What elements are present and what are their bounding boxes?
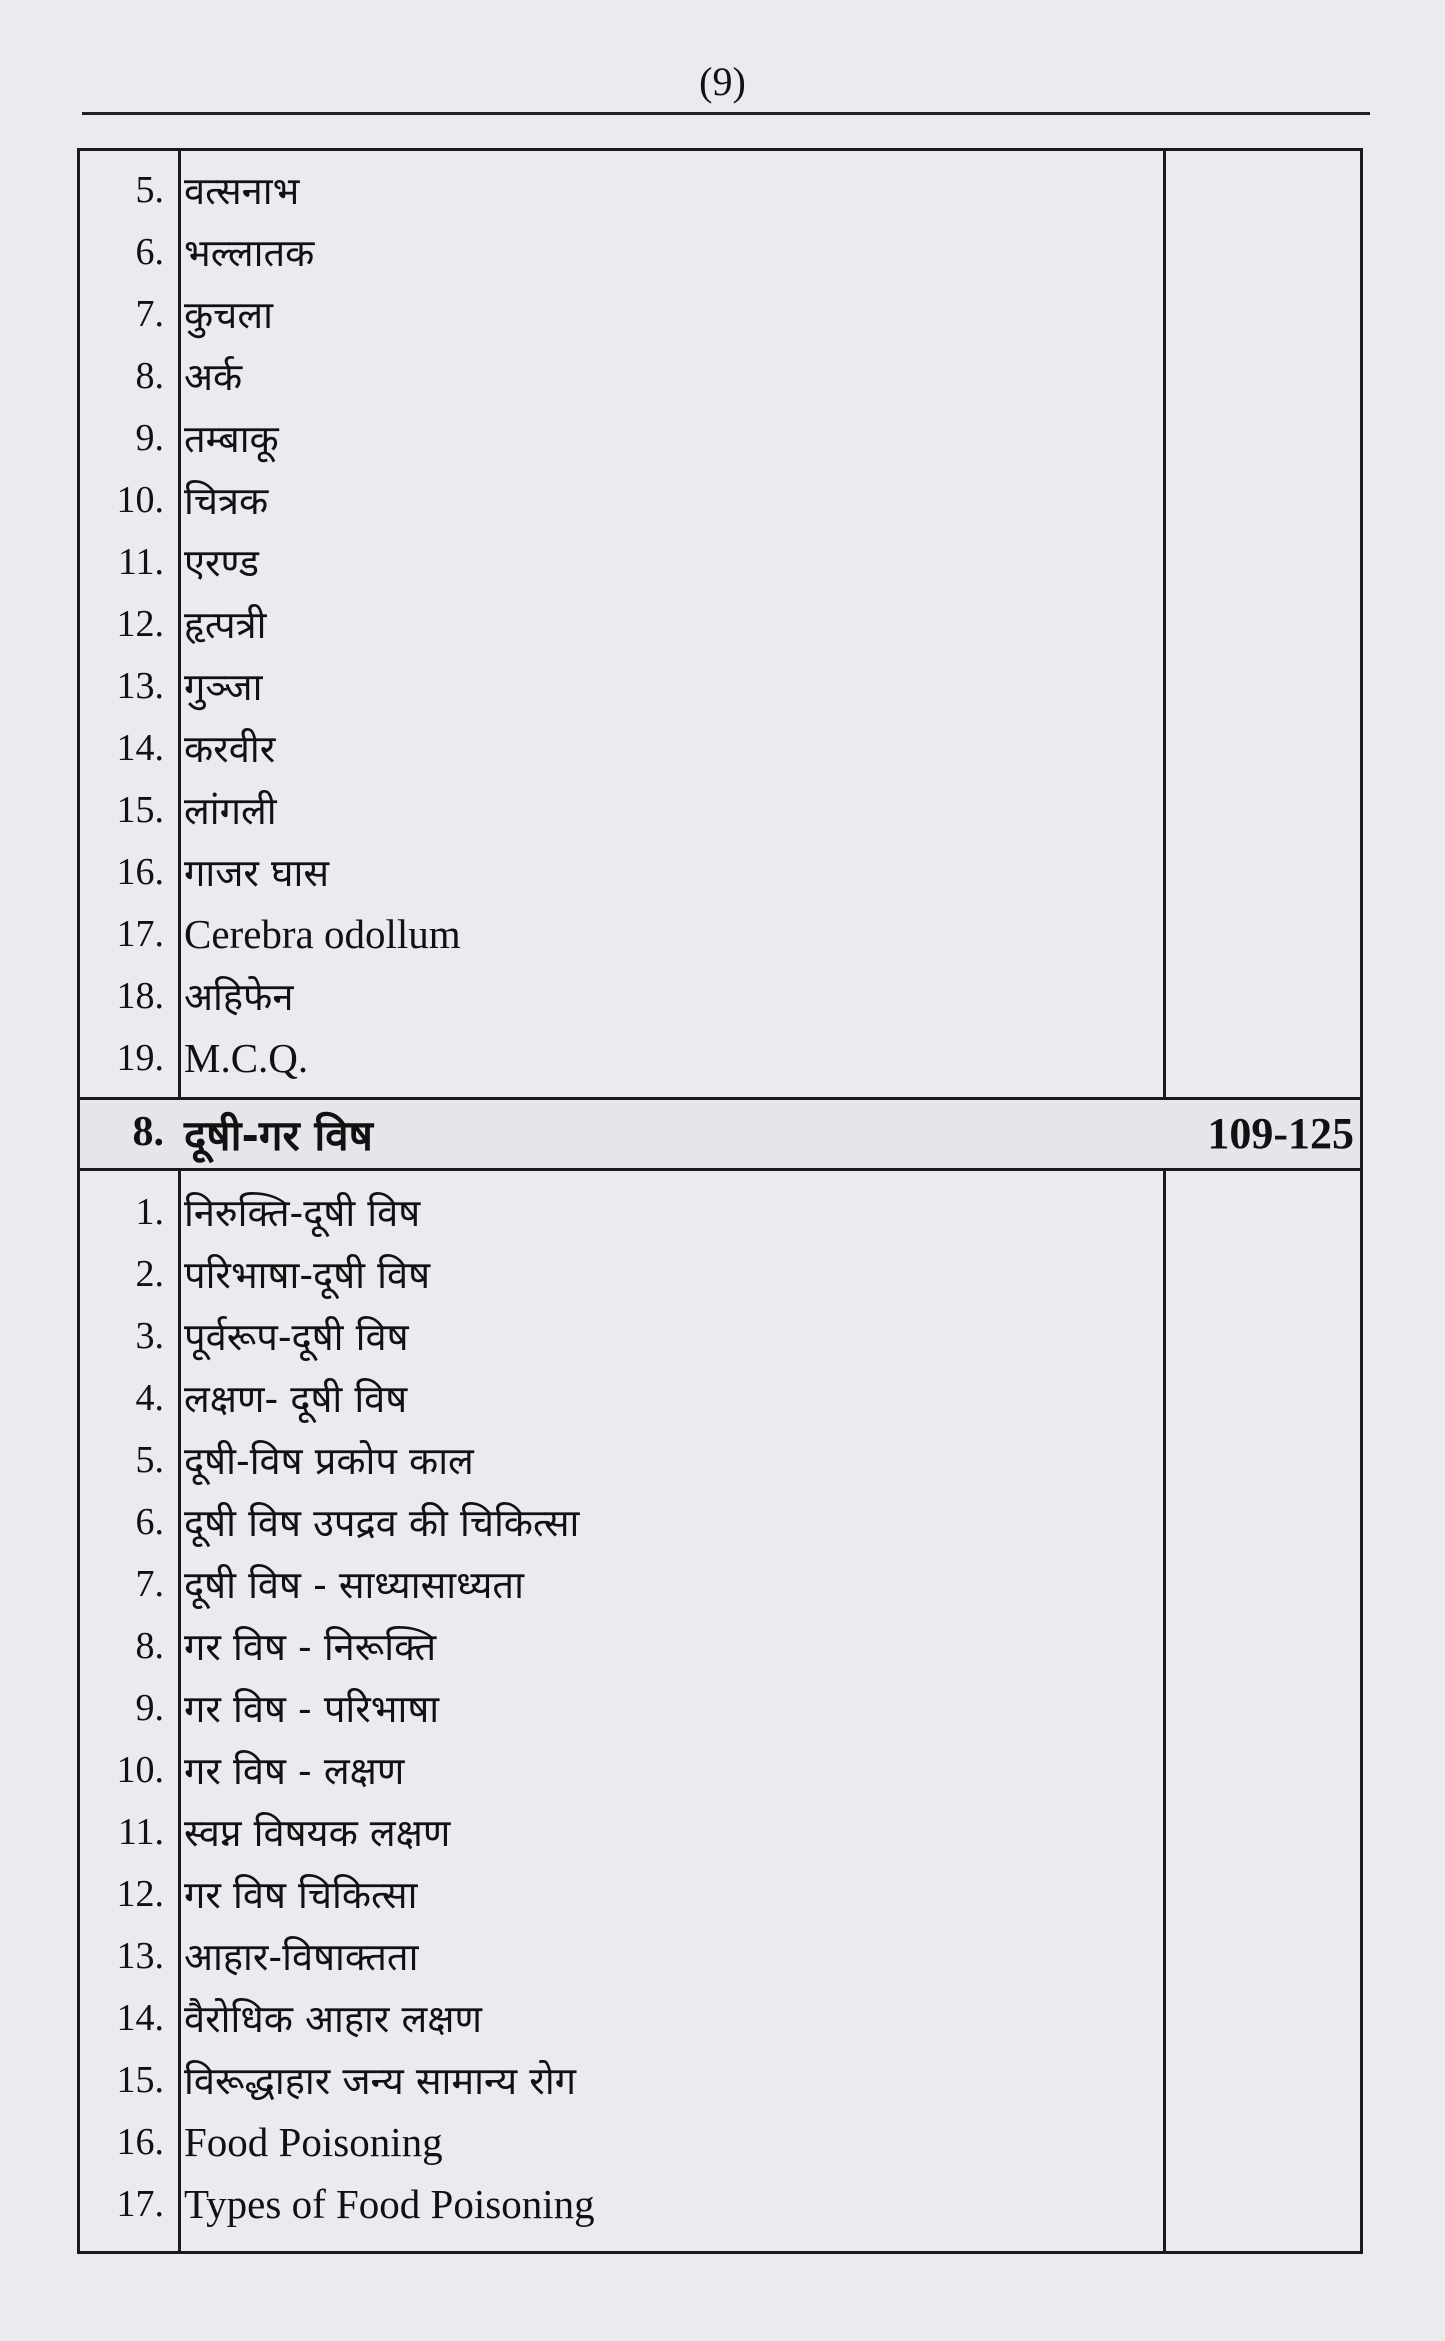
entry-title: वत्सनाभ	[184, 169, 300, 213]
toc-entry	[80, 159, 1360, 221]
entry-number: 17.	[116, 2183, 164, 2225]
entry-title: चित्रक	[184, 479, 269, 523]
entry-title: कुचला	[184, 293, 273, 337]
entry-title: गाजर घास	[184, 851, 330, 895]
toc-entry	[80, 1553, 1360, 1615]
entry-number: 7.	[135, 293, 164, 335]
entry-number: 10.	[116, 479, 164, 521]
toc-entry	[80, 1367, 1360, 1429]
entry-number: 15.	[116, 2059, 164, 2101]
toc-entry	[80, 1305, 1360, 1367]
entry-number: 17.	[116, 913, 164, 955]
entry-title: लांगली	[184, 789, 277, 833]
entry-title: पूर्वरूप-दूषी विष	[184, 1315, 409, 1359]
toc-entry	[80, 903, 1360, 965]
entry-title: दूषी विष उपद्रव की चिकित्सा	[184, 1501, 580, 1545]
toc-entry	[80, 1863, 1360, 1925]
chapter-heading-row	[80, 1097, 1360, 1171]
entry-title: अर्क	[184, 355, 243, 399]
page-number: (9)	[699, 59, 746, 104]
entry-number: 8.	[135, 1625, 164, 1667]
entry-title: Types of Food Poisoning	[184, 2181, 595, 2227]
toc-entry	[80, 593, 1360, 655]
toc-entry	[80, 1243, 1360, 1305]
entry-title: हृत्पत्री	[184, 603, 267, 647]
header-rule	[82, 112, 1370, 115]
entry-title: Food Poisoning	[184, 2119, 443, 2165]
toc-entry	[80, 2049, 1360, 2111]
entry-number: 10.	[116, 1749, 164, 1791]
entry-number: 16.	[116, 2121, 164, 2163]
entry-number: 18.	[116, 975, 164, 1017]
toc-entry	[80, 1429, 1360, 1491]
toc-entry	[80, 1677, 1360, 1739]
entry-title: तम्बाकू	[184, 417, 279, 461]
toc-entry	[80, 655, 1360, 717]
entry-number: 9.	[135, 1687, 164, 1729]
entry-title: स्वप्न विषयक लक्षण	[184, 1811, 451, 1855]
entry-number: 14.	[116, 727, 164, 769]
entry-number: 13.	[116, 665, 164, 707]
toc-entry	[80, 1801, 1360, 1863]
toc-entry	[80, 2111, 1360, 2173]
entry-number: 5.	[135, 169, 164, 211]
chapter-page-range: 109-125	[1207, 1109, 1354, 1158]
toc-entry	[80, 1987, 1360, 2049]
entry-title: निरुक्ति-दूषी विष	[184, 1191, 421, 1235]
entry-number: 1.	[135, 1191, 164, 1233]
entry-number: 4.	[135, 1377, 164, 1419]
entry-title: एरण्ड	[184, 541, 259, 585]
toc-table	[77, 148, 1363, 2254]
chapter-title: दूषी-गर विष	[184, 1111, 373, 1160]
toc-entry	[80, 1491, 1360, 1553]
entry-number: 8.	[135, 355, 164, 397]
toc-entry	[80, 779, 1360, 841]
entry-number: 19.	[116, 1037, 164, 1079]
entry-title: गर विष चिकित्सा	[184, 1873, 418, 1917]
entry-title: गर विष - लक्षण	[184, 1749, 405, 1793]
entry-number: 16.	[116, 851, 164, 893]
toc-entry	[80, 407, 1360, 469]
entry-title: अहिफेन	[184, 975, 294, 1019]
entry-title: परिभाषा-दूषी विष	[184, 1253, 431, 1297]
toc-entry	[80, 841, 1360, 903]
entry-number: 12.	[116, 603, 164, 645]
toc-entry	[80, 1615, 1360, 1677]
toc-entry	[80, 283, 1360, 345]
chapter-number: 8.	[132, 1109, 164, 1155]
entry-title: लक्षण- दूषी विष	[184, 1377, 408, 1421]
toc-entry	[80, 469, 1360, 531]
entry-number: 2.	[135, 1253, 164, 1295]
entry-title: दूषी-विष प्रकोप काल	[184, 1439, 474, 1483]
toc-entry	[80, 345, 1360, 407]
entry-number: 6.	[135, 231, 164, 273]
entry-title: गुञ्जा	[184, 665, 263, 709]
toc-entry	[80, 1027, 1360, 1089]
entry-number: 12.	[116, 1873, 164, 1915]
entry-title: करवीर	[184, 727, 276, 771]
entry-number: 5.	[135, 1439, 164, 1481]
entry-number: 9.	[135, 417, 164, 459]
entry-number: 11.	[117, 1811, 164, 1853]
section-b-list	[80, 1181, 1360, 2235]
entry-number: 6.	[135, 1501, 164, 1543]
entry-title: भल्लातक	[184, 231, 315, 275]
section-a-list	[80, 159, 1360, 1089]
toc-entry	[80, 1925, 1360, 1987]
toc-entry	[80, 965, 1360, 1027]
toc-entry	[80, 717, 1360, 779]
entry-number: 3.	[135, 1315, 164, 1357]
entry-number: 11.	[117, 541, 164, 583]
toc-entry	[80, 1181, 1360, 1243]
entry-title: वैरोधिक आहार लक्षण	[184, 1997, 482, 2041]
entry-title: विरूद्धाहार जन्य सामान्य रोग	[184, 2059, 577, 2103]
toc-entry	[80, 2173, 1360, 2235]
entry-title: आहार-विषाक्तता	[184, 1935, 419, 1979]
entry-title: M.C.Q.	[184, 1035, 309, 1081]
toc-entry	[80, 1739, 1360, 1801]
entry-title: गर विष - निरूक्ति	[184, 1625, 437, 1669]
entry-number: 7.	[135, 1563, 164, 1605]
entry-title: गर विष - परिभाषा	[184, 1687, 440, 1731]
entry-title: Cerebra odollum	[184, 911, 461, 957]
entry-title: दूषी विष - साध्यासाध्यता	[184, 1563, 524, 1607]
entry-number: 13.	[116, 1935, 164, 1977]
toc-entry	[80, 221, 1360, 283]
entry-number: 15.	[116, 789, 164, 831]
entry-number: 14.	[116, 1997, 164, 2039]
toc-entry	[80, 531, 1360, 593]
